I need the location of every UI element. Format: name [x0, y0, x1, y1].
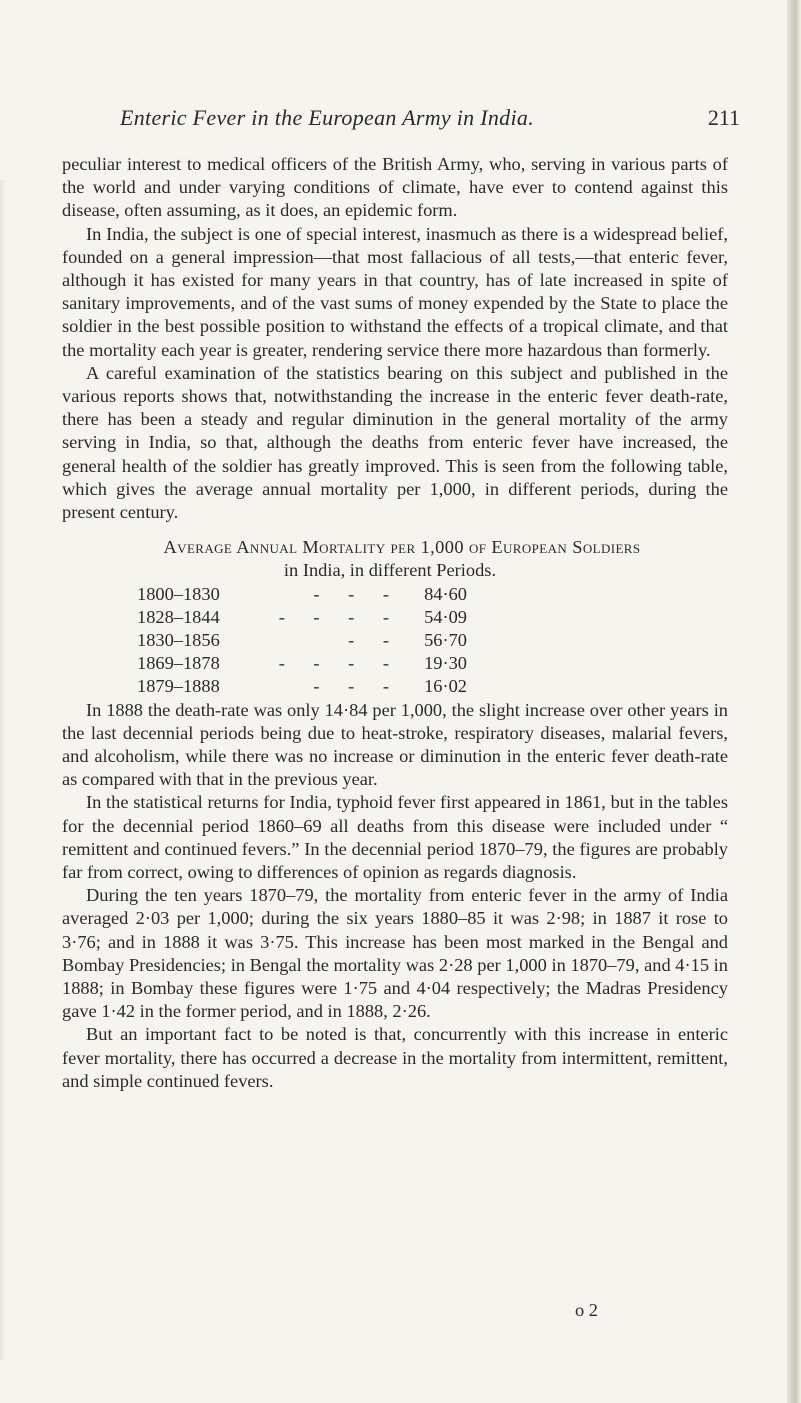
table-row	[137, 652, 467, 675]
signature-mark: o 2	[575, 1300, 598, 1320]
paragraph: During the ten years 1870–79, the mortality from enteric fever in the army of India averaged 2·03 per 1,000; during the six years 1880–85 it was 2·98; in 1887 it rose to 3·76; and in 1888 it was 3·75. This increase has been most marked in the Bengal and Bombay Presidencies; in Bengal the mortality was 2·28 per 1,000 in 1870–79, and 4·15 in 1888; in Bombay these figures were 1·75 and 4·04 respectively; the Madras Presidency gave 1·42 in the former period, and in 1888, 2·26.	[62, 885, 728, 1022]
paragraph: But an important fact to be noted is that, concurrently with this increase in enteric fever mortality, there has occurred a decrease in the mortality from intermittent, remittent, and simple continued fevers.	[62, 1024, 728, 1091]
table-caption: Average Annual Mortality per 1,000 of European Soldiers	[163, 537, 641, 558]
leader-dashes: - - - -	[278, 653, 401, 674]
page-header	[120, 105, 740, 135]
table-caption-line2: in India, in different Periods.	[283, 560, 497, 581]
table-row	[137, 606, 467, 629]
leader-dashes: - -	[348, 630, 401, 651]
running-head: Enteric Fever in the European Army in India.	[120, 105, 534, 130]
period-cell: 1879–1888	[137, 676, 220, 697]
paragraph: In 1888 the death-rate was only 14·84 per 1,000, the slight increase over other years in the last decennial periods being due to heat-stroke, respiratory diseases, malarial fevers, and alcoholism, while there was no increase or diminution in the enteric fever death-rate as compared with that in the previous year.	[62, 699, 728, 790]
paragraph: peculiar interest to medical officers of the British Army, who, serving in various parts of the world and under varying conditions of climate, have ever to contend against this disease, often assuming, as it does, an epidemic form.	[62, 154, 728, 221]
period-cell: 1828–1844	[137, 606, 220, 627]
period-cell: 1800–1830	[137, 583, 220, 604]
paragraph: In the statistical returns for India, typhoid fever first appeared in 1861, but in the tables for the decennial period 1860–69 all deaths from this disease were included under “ remittent and continued fevers.” In the decennial period 1870–79, the figures are probably far from correct, owing to differences of opinion as regards diagnosis.	[62, 792, 728, 883]
rate-cell: 84·60	[424, 583, 467, 604]
leader-dashes: - - -	[313, 676, 401, 697]
rate-cell: 56·70	[424, 630, 467, 651]
page-edge-right	[787, 0, 801, 1403]
rate-cell: 54·09	[424, 606, 467, 627]
page-number: 211	[707, 105, 740, 130]
table-rows	[137, 583, 467, 699]
paragraph: A careful examination of the statistics bearing on this subject and published in the various reports shows that, notwithstanding the increase in the enteric fever death-rate, there has been a steady and regular diminution in the general mortality of the army serving in India, so that, although the deaths from enteric fever have increased, the general health of the soldier has greatly improved. This is seen from the following table, which gives the average annual mortality per 1,000, in different periods, during the present century.	[62, 362, 728, 523]
page-edge-left	[0, 180, 6, 1360]
rate-cell: 16·02	[424, 676, 467, 697]
period-cell: 1830–1856	[137, 630, 220, 651]
leader-dashes: - - - -	[278, 606, 401, 627]
leader-dashes: - - -	[313, 583, 401, 604]
mortality-table	[62, 536, 728, 698]
paragraph: In India, the subject is one of special interest, inasmuch as there is a widespread belief, founded on a general impression—that most fallacious of all tests,—that enteric fever, although it has existed for many years in that country, has of late increased in spite of sanitary improvements, and of the vast sums of money expended by the State to place the soldier in the best possible position to withstand the effects of a tropical climate, and that the mortality each year is greater, rendering service there more hazardous than formerly.	[62, 223, 728, 360]
rate-cell: 19·30	[424, 653, 467, 674]
page-body	[62, 153, 728, 1093]
period-cell: 1869–1878	[137, 653, 220, 674]
table-row	[137, 675, 467, 698]
table-row	[137, 629, 467, 652]
table-row	[137, 583, 467, 606]
